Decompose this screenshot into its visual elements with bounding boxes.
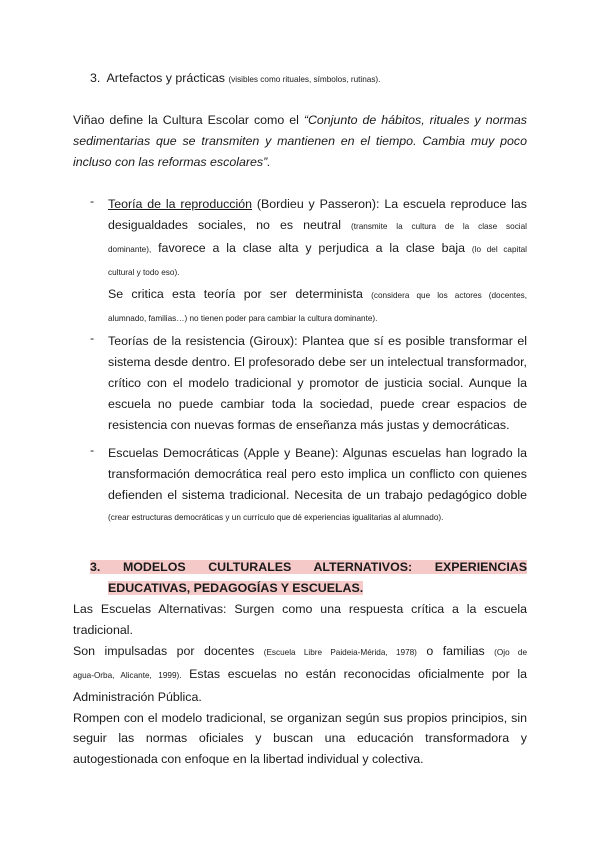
b1-l2-note: (transmite la cultura de la clase social	[351, 221, 527, 231]
b1-line-5	[108, 284, 527, 307]
p1-line-2: tradicional.	[73, 622, 133, 637]
section-heading-line-1	[90, 557, 527, 578]
bullet-reproduccion	[108, 194, 527, 329]
b2-line-5: resistencia con nuevas formas de enseñanza más justas y democráticas.	[108, 417, 510, 432]
p1-line-1: Las Escuelas Alternativas: Surgen como una respuesta crítica a la escuela	[73, 602, 527, 616]
section-heading	[90, 557, 527, 599]
b1-l4-note: cultural y todo eso).	[108, 267, 180, 277]
b1-l3-note: dominante),	[108, 244, 152, 254]
b3-line-2: transformación democrática real pero esto implica un conflicto con quienes	[108, 466, 527, 481]
section-body	[73, 599, 527, 770]
list-item-title: Artefactos y prácticas	[106, 71, 225, 85]
b1-title: Teoría de la reproducción	[108, 197, 253, 211]
bullet-dash: -	[90, 443, 95, 457]
p2-l2-rest: Estas escuelas no están reconocidas oficialmente por la	[181, 666, 527, 681]
b1-line-4	[108, 261, 527, 284]
p2-a: Son impulsadas por docentes	[73, 643, 264, 658]
p2-b: o familias	[416, 643, 495, 658]
b1-line-6	[108, 307, 527, 330]
section-number: 3.	[90, 560, 101, 574]
bullet-dash: -	[90, 194, 95, 208]
b3-line-1: Escuelas Democráticas (Apple y Beane): Algunas escuelas han logrado la	[108, 446, 527, 460]
b1-l5-a: Se critica esta teoría por ser determinista	[108, 286, 372, 301]
bullet-dash: -	[90, 331, 95, 345]
b3-line-3: defienden el sistema tradicional. Necesita de un trabajo pedagógico doble	[108, 487, 527, 502]
p2-line-3: Administración Pública.	[73, 689, 202, 704]
vinao-quote-2: sedimentarias que se transmiten y mantienen en el tiempo. Cambia muy poco	[73, 133, 527, 148]
vinao-paragraph	[73, 110, 527, 173]
vinao-line-1	[73, 110, 527, 131]
section-heading-line-2	[90, 578, 527, 599]
p3-line-3: autogestionada con enfoque en la libertad individual y colectiva.	[73, 752, 424, 767]
b3-l4-note: (crear estructuras democráticas y un currículo que dé experiencias igualitarias al alumnado).	[108, 512, 444, 522]
b1-l3-note2: (lo del capital	[471, 244, 528, 254]
b1-l6-note: alumnado, familias…) no tienen poder para cambiar la cultura dominante).	[108, 313, 378, 323]
list-number: 3.	[90, 71, 101, 85]
vinao-quote-3: incluso con las reformas escolares”.	[73, 154, 271, 169]
b1-line-2	[108, 215, 527, 238]
b1-l3-rest: favorece a la clase alta y perjudica a la clase baja	[151, 240, 472, 255]
p3-line-2: seguir las normas oficiales y buscan una educación transformadora y	[73, 731, 527, 746]
vinao-quote-1: “Conjunto de hábitos, rituales y normas	[303, 113, 528, 127]
b2-line-3: crítico con el modelo tradicional y promotor de justicia social. Aunque la	[108, 375, 527, 390]
p3-line-1: Rompen con el modelo tradicional, se organizan según sus propios principios, sin	[73, 710, 527, 725]
section-heading-text-2: EDUCATIVAS, PEDAGOGÍAS Y ESCUELAS.	[108, 580, 364, 595]
bullet-democraticas	[108, 443, 527, 529]
b2-line-2: sistema desde dentro. El profesorado debe ser un intelectual transformador,	[108, 354, 527, 369]
bullet-resistencia	[108, 331, 527, 436]
b3-line-4	[108, 506, 527, 529]
p2-line-2	[73, 664, 527, 687]
b1-l1-rest: (Bordieu y Passeron): La escuela reproduce las	[252, 197, 527, 211]
p2-line-1	[73, 641, 527, 664]
b1-line-3	[108, 238, 527, 261]
b2-line-1: Teorías de la resistencia (Giroux): Plantea que sí es posible transformar el	[108, 334, 527, 348]
b2-line-4: escuela no puede cambiar toda la sociedad, puede crear espacios de	[108, 396, 527, 411]
b1-line-1	[108, 194, 527, 215]
list-item-artefactos	[90, 68, 380, 91]
section-heading-text-1: MODELOS CULTURALES ALTERNATIVOS: EXPERIENCIAS	[122, 560, 527, 574]
p2-note2: (Ojo de	[494, 647, 528, 657]
vinao-intro: Viñao define la Cultura Escolar como el	[73, 113, 304, 127]
p2-l2-note: agua-Orba, Alicante, 1999).	[73, 670, 182, 680]
b1-l5-note: (considera que los actores (docentes,	[371, 290, 527, 300]
p2-note: (Escuela Libre Paideia-Mérida, 1978)	[263, 647, 417, 657]
list-item-note: (visibles como rituales, símbolos, rutinas).	[228, 75, 381, 84]
b1-l2-a: desigualdades sociales, no es neutral	[108, 217, 351, 232]
